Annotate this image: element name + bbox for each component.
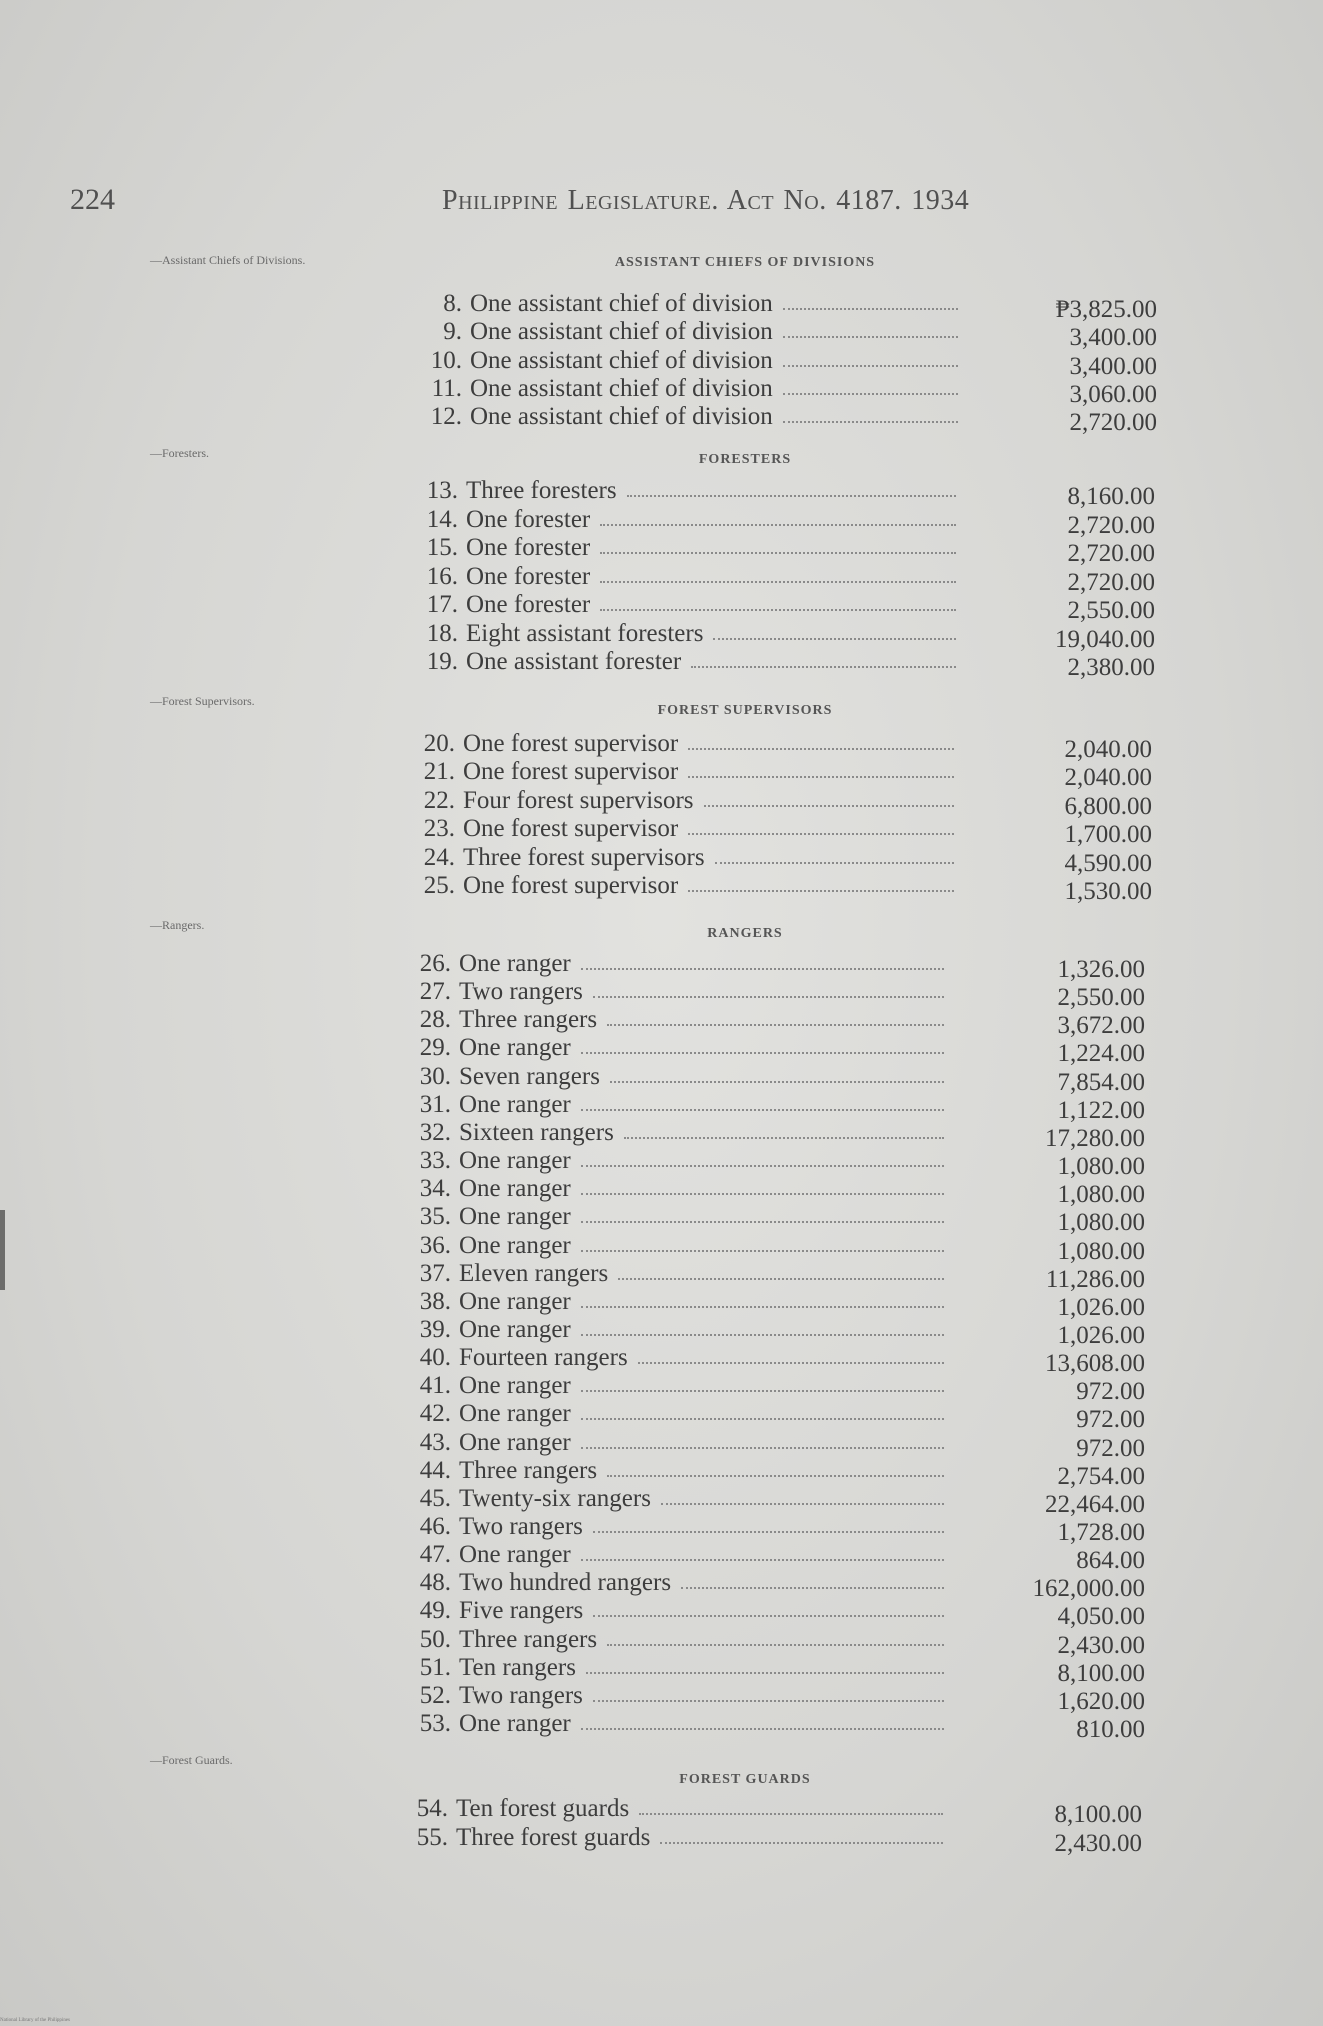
appropriation-item [416, 1795, 1142, 1828]
item-number: 43. [419, 1428, 451, 1456]
item-number: 34. [419, 1175, 451, 1203]
dot-leader [681, 1587, 944, 1589]
item-label: Twenty-six rangers [459, 1484, 651, 1512]
item-label: One ranger [459, 950, 571, 977]
dot-leader [581, 1728, 944, 1730]
item-number: 54. [416, 1795, 448, 1822]
item-label: One ranger [459, 1203, 571, 1231]
appropriation-item [426, 648, 1155, 681]
appropriation-item [430, 403, 1157, 436]
appropriation-item [419, 950, 1145, 983]
dot-leader [688, 776, 954, 778]
dot-leader [581, 1418, 944, 1420]
item-number: 37. [419, 1259, 451, 1287]
appropriation-item [419, 1034, 1145, 1068]
item-amount: 972.00 [1076, 1434, 1145, 1462]
dot-leader [688, 748, 954, 750]
appropriation-item [443, 290, 1157, 323]
item-number: 38. [419, 1287, 451, 1315]
appropriation-item [423, 786, 1152, 820]
appropriation-item [431, 374, 1157, 408]
margin-note-forest-guards: —Forest Guards. [150, 1753, 233, 1767]
item-label: One ranger [459, 1231, 571, 1259]
appropriation-item [419, 978, 1145, 1012]
item-amount: 8,160.00 [1067, 483, 1155, 510]
appropriation-item [419, 1653, 1145, 1687]
appropriation-item [419, 1006, 1145, 1040]
item-amount: 1,326.00 [1057, 956, 1145, 983]
dot-leader [607, 1024, 944, 1026]
item-amount: 864.00 [1076, 1547, 1145, 1575]
item-label: Eleven rangers [459, 1259, 609, 1287]
margin-note-forest-supervisors: —Forest Supervisors. [150, 694, 255, 708]
item-amount: 1,224.00 [1057, 1040, 1145, 1068]
item-amount: 972.00 [1076, 1406, 1145, 1434]
dot-leader [627, 495, 956, 497]
dot-leader [593, 1615, 944, 1617]
item-label: Five rangers [459, 1597, 584, 1625]
item-number: 36. [419, 1231, 451, 1259]
appropriation-item [419, 1710, 1145, 1744]
item-amount: 2,720.00 [1069, 409, 1157, 436]
item-number: 46. [419, 1513, 451, 1540]
item-label: One ranger [459, 1372, 571, 1400]
dot-leader [639, 1813, 943, 1815]
item-number: 16. [426, 562, 458, 590]
item-number: 14. [426, 505, 458, 533]
item-amount: 17,280.00 [1045, 1124, 1145, 1152]
dot-leader [688, 833, 954, 835]
dot-leader [783, 393, 958, 395]
item-number: 13. [426, 477, 458, 504]
appropriation-item [423, 872, 1152, 905]
item-label: Four forest supervisors [463, 786, 694, 814]
item-number: 12. [430, 403, 462, 430]
appropriation-item [419, 1231, 1145, 1265]
appropriation-item [430, 346, 1157, 380]
item-label: Two hundred rangers [459, 1569, 672, 1597]
appropriation-item [426, 505, 1155, 539]
dot-leader [600, 581, 956, 583]
appropriation-item [419, 1287, 1145, 1321]
item-amount: 2,720.00 [1067, 540, 1155, 567]
item-label: Three foresters [466, 477, 617, 504]
item-amount: 2,040.00 [1064, 736, 1152, 763]
dot-leader [581, 1559, 944, 1561]
dot-leader [581, 1334, 944, 1336]
section-heading: RANGERS [707, 926, 783, 941]
item-label: One forest supervisor [463, 815, 679, 843]
appropriation-item [419, 1259, 1145, 1293]
page-header [0, 183, 1323, 223]
item-label: One ranger [459, 1400, 571, 1428]
item-label: One assistant chief of division [470, 374, 773, 402]
item-amount: 2,430.00 [1054, 1829, 1142, 1857]
item-amount: 4,050.00 [1057, 1603, 1145, 1631]
item-label: One ranger [459, 1315, 571, 1343]
item-label: Three rangers [459, 1006, 598, 1034]
appropriation-item [423, 815, 1152, 849]
item-number: 52. [419, 1681, 451, 1709]
item-amount: 6,800.00 [1064, 792, 1152, 820]
binding-shadow [0, 1210, 5, 1290]
item-label: One ranger [459, 1175, 571, 1203]
item-number: 40. [419, 1344, 451, 1372]
item-amount: 1,080.00 [1057, 1209, 1145, 1237]
dot-leader [581, 1306, 944, 1308]
item-number: 41. [419, 1372, 451, 1400]
item-amount: 1,080.00 [1057, 1153, 1145, 1181]
item-label: Three forest guards [456, 1823, 651, 1851]
item-amount: 1,026.00 [1057, 1293, 1145, 1321]
item-number: 31. [419, 1090, 451, 1118]
appropriation-item [419, 1428, 1145, 1462]
dot-leader [593, 1700, 944, 1702]
margin-note-foresters: —Foresters. [150, 446, 209, 460]
item-number: 17. [426, 591, 458, 618]
item-label: One ranger [459, 1428, 571, 1456]
item-amount: 2,754.00 [1057, 1462, 1145, 1490]
item-label: Three forest supervisors [463, 843, 705, 871]
appropriation-item [419, 1625, 1145, 1659]
item-number: 23. [423, 815, 455, 843]
item-label: One forest supervisor [463, 758, 679, 786]
appropriation-item [419, 1597, 1145, 1631]
appropriation-item [419, 1681, 1145, 1715]
item-label: One ranger [459, 1287, 571, 1315]
section-heading: ASSISTANT CHIEFS OF DIVISIONS [614, 255, 876, 270]
item-number: 26. [419, 950, 451, 977]
item-label: Two rangers [459, 1513, 583, 1540]
item-label: Three rangers [459, 1625, 598, 1653]
item-amount: 1,026.00 [1057, 1321, 1145, 1349]
appropriation-item [423, 843, 1152, 877]
item-number: 8. [443, 290, 462, 317]
item-number: 51. [419, 1653, 451, 1681]
item-label: One forester [466, 562, 591, 590]
item-amount: 7,854.00 [1057, 1068, 1145, 1096]
item-label: One forester [466, 591, 591, 618]
item-label: One forester [466, 534, 591, 561]
appropriation-item [426, 591, 1155, 624]
appropriation-item [419, 1090, 1145, 1124]
item-number: 55. [416, 1823, 448, 1851]
appropriation-item [419, 1175, 1145, 1209]
item-amount: 1,700.00 [1064, 821, 1152, 849]
item-number: 22. [423, 786, 455, 814]
dot-leader [783, 336, 958, 338]
dot-leader [783, 308, 958, 310]
item-number: 15. [426, 534, 458, 561]
appropriation-item [426, 534, 1155, 567]
item-amount: 1,728.00 [1057, 1519, 1145, 1546]
item-label: Fourteen rangers [459, 1344, 628, 1372]
item-number: 10. [430, 346, 462, 374]
item-amount: 162,000.00 [1032, 1575, 1145, 1603]
item-amount: 22,464.00 [1045, 1490, 1145, 1518]
appropriation-item [419, 1400, 1145, 1434]
item-number: 30. [419, 1062, 451, 1090]
item-label: One assistant chief of division [470, 346, 773, 374]
appropriation-item [423, 758, 1152, 792]
item-number: 44. [419, 1456, 451, 1484]
item-amount: 1,080.00 [1057, 1181, 1145, 1209]
dot-leader [783, 421, 958, 423]
item-label: One ranger [459, 1034, 571, 1062]
item-number: 9. [443, 318, 462, 346]
item-amount: 8,100.00 [1057, 1659, 1145, 1687]
item-amount: 11,286.00 [1045, 1265, 1145, 1293]
section-heading: FOREST GUARDS [679, 1772, 811, 1787]
dot-leader [713, 638, 956, 640]
item-amount: 2,550.00 [1057, 984, 1145, 1012]
dot-leader [610, 1081, 944, 1083]
item-label: One assistant chief of division [470, 290, 773, 317]
item-number: 28. [419, 1006, 451, 1034]
item-amount: ₱3,825.00 [1055, 296, 1157, 323]
dot-leader [581, 1447, 944, 1449]
item-amount: 2,430.00 [1057, 1631, 1145, 1659]
item-label: One assistant forester [466, 648, 682, 675]
appropriation-item [443, 318, 1157, 352]
dot-leader [581, 1250, 944, 1252]
appropriation-item [419, 1118, 1145, 1152]
dot-leader [618, 1278, 944, 1280]
item-number: 24. [423, 843, 455, 871]
dot-leader [691, 666, 956, 668]
item-label: Ten forest guards [456, 1795, 630, 1822]
item-amount: 3,672.00 [1057, 1012, 1145, 1040]
dot-leader [581, 1193, 944, 1195]
item-number: 27. [419, 978, 451, 1006]
appropriation-item [419, 1372, 1145, 1406]
appropriation-item [426, 477, 1155, 510]
dot-leader [660, 1842, 943, 1844]
item-amount: 1,530.00 [1064, 878, 1152, 905]
appropriation-item [426, 562, 1155, 596]
item-number: 19. [426, 648, 458, 675]
appropriation-item [419, 1062, 1145, 1096]
item-number: 49. [419, 1597, 451, 1625]
dot-leader [581, 1109, 944, 1111]
item-number: 53. [419, 1710, 451, 1738]
appropriation-item [416, 1823, 1142, 1857]
dot-leader [581, 1165, 944, 1167]
item-label: One forest supervisor [463, 730, 679, 757]
page-number: 224 [70, 183, 115, 216]
item-amount: 8,100.00 [1054, 1801, 1142, 1828]
item-label: One ranger [459, 1090, 571, 1118]
dot-leader [715, 862, 954, 864]
running-head: Philippine Legislature. Act No. 4187. 1934 [442, 185, 970, 216]
dot-leader [581, 968, 944, 970]
dot-leader [600, 552, 956, 554]
dot-leader [586, 1672, 944, 1674]
dot-leader [600, 524, 956, 526]
item-amount: 2,720.00 [1067, 511, 1155, 539]
dot-leader [688, 890, 954, 892]
dot-leader [638, 1362, 944, 1364]
item-amount: 2,720.00 [1067, 568, 1155, 596]
item-amount: 2,550.00 [1067, 597, 1155, 624]
appropriation-item [419, 1513, 1145, 1546]
item-number: 33. [419, 1147, 451, 1175]
item-number: 29. [419, 1034, 451, 1062]
item-label: Two rangers [459, 978, 583, 1006]
section-heading: FORESTERS [698, 452, 792, 467]
item-label: One ranger [459, 1541, 571, 1569]
appropriation-item [419, 1344, 1145, 1378]
item-label: One forest supervisor [463, 872, 679, 899]
dot-leader [593, 1531, 944, 1533]
item-label: Two rangers [459, 1681, 583, 1709]
appropriation-item [419, 1569, 1145, 1603]
item-amount: 4,590.00 [1064, 849, 1152, 877]
item-amount: 13,608.00 [1045, 1350, 1145, 1378]
dot-leader [600, 609, 956, 611]
dot-leader [783, 365, 958, 367]
item-amount: 3,400.00 [1069, 352, 1157, 380]
item-label: Three rangers [459, 1456, 598, 1484]
item-amount: 1,122.00 [1057, 1096, 1145, 1124]
item-number: 42. [419, 1400, 451, 1428]
section-heading: FOREST SUPERVISORS [657, 703, 833, 718]
item-label: Eight assistant foresters [466, 619, 704, 647]
item-amount: 972.00 [1076, 1378, 1145, 1406]
dot-leader [607, 1644, 944, 1646]
dot-leader [607, 1475, 944, 1477]
appropriation-item [419, 1203, 1145, 1237]
item-number: 45. [419, 1484, 451, 1512]
item-number: 50. [419, 1625, 451, 1653]
dot-leader [581, 1052, 944, 1054]
appropriation-item [419, 1484, 1145, 1518]
item-label: Seven rangers [459, 1062, 600, 1090]
dot-leader [704, 805, 954, 807]
item-number: 32. [419, 1118, 451, 1146]
item-label: One assistant chief of division [470, 403, 773, 430]
item-number: 18. [426, 619, 458, 647]
dot-leader [581, 1221, 944, 1223]
item-amount: 2,040.00 [1064, 764, 1152, 792]
item-number: 21. [423, 758, 455, 786]
dot-leader [624, 1137, 944, 1139]
margin-note-rangers: —Rangers. [150, 918, 205, 932]
item-label: One forester [466, 505, 591, 533]
item-label: Sixteen rangers [459, 1118, 614, 1146]
appropriation-item [419, 1315, 1145, 1349]
item-amount: 3,060.00 [1069, 380, 1157, 408]
item-label: One ranger [459, 1147, 571, 1175]
item-amount: 1,080.00 [1057, 1237, 1145, 1265]
appropriation-item [423, 730, 1152, 763]
margin-note-assistant-chiefs: —Assistant Chiefs of Divisions. [150, 253, 306, 267]
appropriation-item [426, 619, 1155, 653]
item-label: One assistant chief of division [470, 318, 773, 346]
footer-credit: National Library of the Philippines [0, 2018, 70, 2023]
item-number: 48. [419, 1569, 451, 1597]
dot-leader [593, 996, 944, 998]
appropriation-item [419, 1147, 1145, 1181]
item-amount: 2,380.00 [1067, 654, 1155, 681]
item-amount: 810.00 [1076, 1716, 1145, 1744]
item-number: 11. [431, 374, 462, 402]
dot-leader [581, 1390, 944, 1392]
item-amount: 1,620.00 [1057, 1687, 1145, 1715]
item-amount: 3,400.00 [1069, 324, 1157, 352]
item-label: Ten rangers [459, 1653, 576, 1681]
item-number: 20. [423, 730, 455, 757]
item-number: 47. [419, 1541, 451, 1569]
appropriation-item [419, 1541, 1145, 1575]
item-number: 25. [423, 872, 455, 899]
item-amount: 19,040.00 [1055, 625, 1155, 653]
appropriation-item [419, 1456, 1145, 1490]
dot-leader [661, 1503, 944, 1505]
item-label: One ranger [459, 1710, 571, 1738]
item-number: 35. [419, 1203, 451, 1231]
item-number: 39. [419, 1315, 451, 1343]
